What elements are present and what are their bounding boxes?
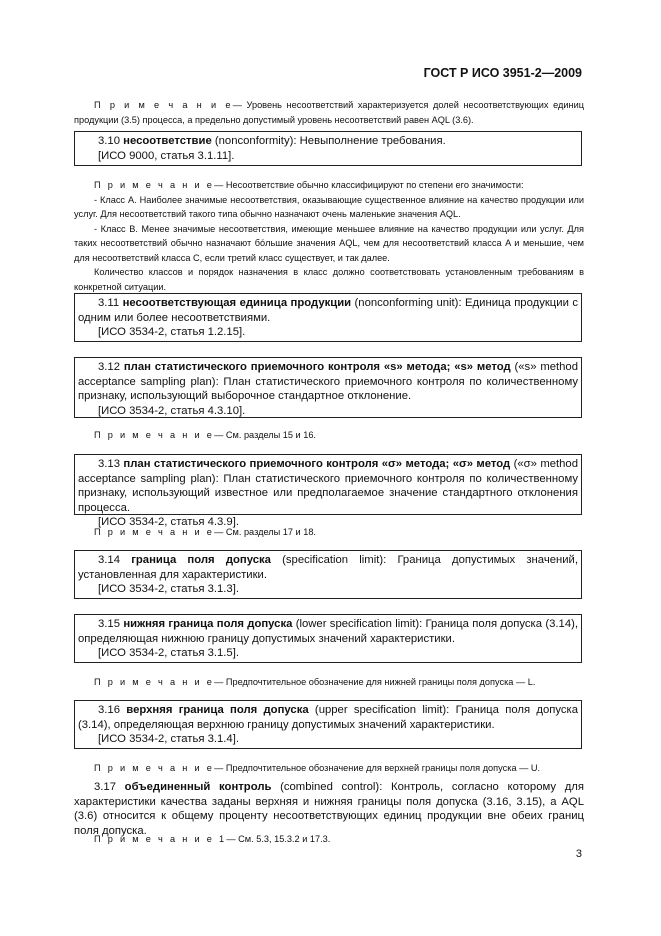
term-definition: (nonconformity): Невыполнение требования. bbox=[211, 135, 446, 147]
page-number: 3 bbox=[575, 848, 582, 860]
term-number: 3.17 bbox=[94, 781, 116, 793]
term-box-3-14 bbox=[74, 550, 582, 599]
term-reference: [ИСО 3534-2, статья 1.2.15]. bbox=[98, 326, 246, 339]
term-definition: (specification limit): Граница допустимых значений, установленная для характеристики. bbox=[78, 554, 578, 581]
term-number: 3.15 bbox=[98, 618, 120, 630]
term-reference: [ИСО 3534-2, статья 3.1.4]. bbox=[98, 733, 239, 746]
term-reference: [ИСО 3534-2, статья 4.3.10]. bbox=[98, 404, 246, 417]
term-number: 3.13 bbox=[98, 458, 120, 470]
note-6 bbox=[74, 761, 584, 776]
term-reference: [ИСО 3534-2, статья 3.1.3]. bbox=[98, 583, 239, 596]
term-box-3-10 bbox=[74, 131, 582, 166]
term-3-17 bbox=[74, 780, 584, 838]
term-title: план статистического приемочного контроля «s» метода; «s» метод bbox=[123, 361, 511, 373]
note-5 bbox=[74, 675, 584, 690]
term-title: верхняя граница поля допуска bbox=[126, 704, 309, 716]
term-number: 3.16 bbox=[98, 704, 120, 716]
term-reference: [ИСО 3534-2, статья 3.1.5]. bbox=[98, 647, 239, 660]
note-text: — См. 5.3, 15.3.2 и 17.3. bbox=[226, 834, 331, 844]
note-4 bbox=[74, 525, 584, 540]
note-text: — Предпочтительное обозначение для верхней границы поля допуска — U. bbox=[214, 763, 541, 773]
term-definition: (combined control): Контроль, согласно которому для характеристики качества заданы верхняя и нижняя границы поля допуска (3.16, 3.15), а AQL (3.6) относится к общему проценту несоответствующих единиц продукции вне обеих границ поля допуска. bbox=[74, 781, 585, 837]
note-class-b: - Класс B. Менее значимые несоответствия, имеющие меньшее влияние на качество продукции или услуг. Для таких несоответствий обычно назначают бо́льшие значения AQL, чем для несоответствий класса A и меньшие, чем для несоответствий класса C, если третий класс существует, и так далее. bbox=[74, 223, 584, 263]
note-text: — Несоответствие обычно классифицируют по степени его значимости: bbox=[214, 180, 524, 190]
note-2 bbox=[74, 178, 584, 294]
term-title: план статистического приемочного контроля «σ» метода; «σ» метод bbox=[123, 458, 511, 470]
term-title: объединенный контроль bbox=[124, 781, 272, 793]
term-box-3-11 bbox=[74, 293, 582, 342]
term-number: 3.14 bbox=[98, 554, 120, 566]
term-definition: (upper specification limit): Граница поля допуска (3.14), определяющая верхнюю границу допустимых значений характеристики. bbox=[78, 704, 579, 731]
term-number: 3.10 bbox=[98, 135, 120, 147]
term-definition: (lower specification limit): Граница поля допуска (3.14), определяющая нижнюю границу допустимых значений характеристики. bbox=[78, 618, 578, 645]
term-title: несоответствие bbox=[123, 135, 212, 147]
note-3 bbox=[74, 428, 584, 443]
note-text: — Предпочтительное обозначение для нижней границы поля допуска — L. bbox=[214, 677, 536, 687]
note-label: П р и м е ч а н и е bbox=[94, 430, 215, 440]
note-class-a: - Класс A. Наиболее значимые несоответствия, оказывающие существенное влияние на качество продукции или услуг. Для несоответствий такого типа обычно назначают очень маленькие значения AQL. bbox=[74, 194, 584, 219]
term-reference: [ИСО 3534-2, статья 4.3.9]. bbox=[98, 516, 239, 529]
term-definition: (nonconforming unit): Единица продукции с одним или более несоответствиями. bbox=[78, 297, 578, 324]
term-title: несоответствующая единица продукции bbox=[122, 297, 352, 309]
note-label: П р и м е ч а н и е bbox=[94, 527, 215, 537]
note-text: — Уровень несоответствий характеризуется долей несоответствующих единиц продукции (3.5) процесса, а предельно допустимый уровень несоответствий равен AQL (3.6). bbox=[74, 100, 585, 125]
note-label: П р и м е ч а н и е bbox=[94, 100, 233, 110]
term-title: нижняя граница поля допуска bbox=[123, 618, 293, 630]
document-header: ГОСТ Р ИСО 3951-2—2009 bbox=[423, 66, 582, 80]
note-label: П р и м е ч а н и е 1 bbox=[94, 834, 227, 844]
term-number: 3.12 bbox=[98, 361, 120, 373]
term-reference: [ИСО 9000, статья 3.1.11]. bbox=[98, 149, 235, 162]
note-text: — См. разделы 17 и 18. bbox=[214, 527, 316, 537]
note-7 bbox=[74, 832, 584, 847]
note-label: П р и м е ч а н и е bbox=[94, 180, 215, 190]
note-label: П р и м е ч а н и е bbox=[94, 677, 215, 687]
term-box-3-12 bbox=[74, 357, 582, 418]
note-classes-count: Количество классов и порядок назначения в класс должно соответствовать установленным требованиям в конкретной ситуации. bbox=[74, 267, 584, 292]
term-box-3-15 bbox=[74, 614, 582, 663]
term-box-3-13 bbox=[74, 454, 582, 529]
term-definition: («σ» method acceptance sampling plan): План статистического приемочного контроля по количественному признаку, использующий известное или предполагаемое значение стандартного отклонения процесса. bbox=[78, 458, 578, 514]
term-definition: («s» method acceptance sampling plan): План статистического приемочного контроля по количественному признаку, использующий выборочное стандартное отклонение. bbox=[78, 361, 579, 403]
note-text: — См. разделы 15 и 16. bbox=[214, 430, 316, 440]
note-1 bbox=[74, 98, 584, 127]
term-title: граница поля допуска bbox=[131, 554, 271, 566]
note-label: П р и м е ч а н и е bbox=[94, 763, 215, 773]
term-number: 3.11 bbox=[98, 297, 120, 309]
term-box-3-16 bbox=[74, 700, 582, 749]
